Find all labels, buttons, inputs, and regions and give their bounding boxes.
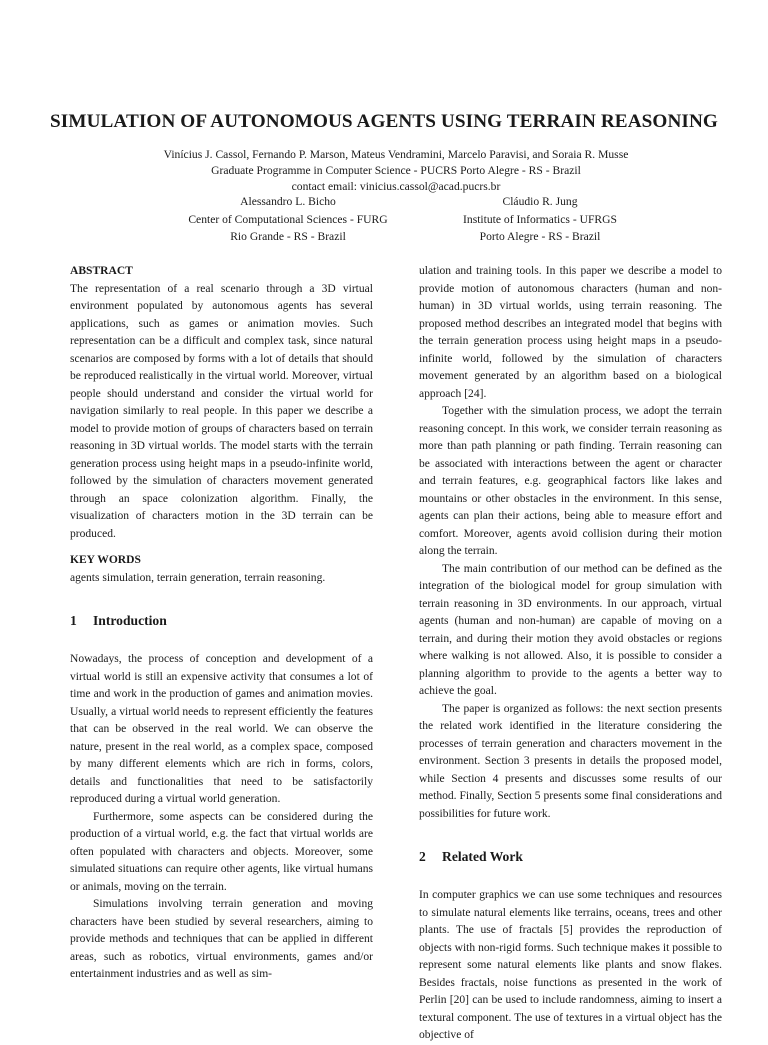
paragraph: The main contribution of our method can be defined as the integration of the biological model for group simulation with terrain reasoning in 3D environments. In our approach, virtual agents (human and non-human) are capable of moving on a terrain, and during their motion they avoid obstacles or regions where walking is not allowed. Also, it is possible to consider a planning algorithm to provide to the agents a better way to achieve the goal.	[419, 562, 722, 697]
abstract-text: The representation of a real scenario through a 3D virtual environment populated by autonomous agents has several applications, such as games or animation movies. Such representation can be a difficult and complex task, since natural scenarios are composed by forms with a lot of details that should be reproduced realistically in the virtual world. Moreover, virtual people should understand and consider the virtual world for navigation similarly to real people. In this paper we describe a model to provide motion of groups of characters based on terrain reasoning in 3D virtual worlds. The model starts with the terrain generation process using height maps in a pseudo-infinite world, followed by the simulation of characters movement generated through an space colonization algorithm. Finally, the visualization of characters motion in the 3D terrain can be produced.	[70, 282, 373, 540]
section-heading-introduction	[70, 612, 373, 630]
author-block-right	[430, 193, 650, 246]
keywords-text: agents simulation, terrain generation, terrain reasoning.	[70, 571, 326, 584]
section-number: 2	[419, 849, 426, 864]
authors-main: Vinícius J. Cassol, Fernando P. Marson, Mateus Vendramini, Marcelo Paravisi, and Soraia R. Musse	[163, 148, 629, 161]
author-right-name: Cláudio R. Jung	[502, 195, 578, 208]
section-heading-related-work	[419, 848, 722, 866]
paragraph: ulation and training tools. In this paper we describe a model to provide motion of autonomous characters (human and non-human) in 3D virtual worlds, using terrain reasoning. The proposed method describes an integrated model that begins with the terrain generation process using height maps in a pseudo-infinite world, followed by the simulation of characters movement generated by an algorithm based on a biological approach [24].	[419, 265, 722, 400]
contact-email: contact email: vinicius.cassol@acad.pucrs.br	[291, 180, 501, 193]
author-right-institution: Institute of Informatics - UFRGS	[463, 212, 617, 226]
paragraph: In computer graphics we can use some techniques and resources to simulate natural elements like terrains, oceans, trees and other plants. The use of fractals [5] provides the reproduction of objects with non-rigid forms. Such technique makes it possible to represent some natural elements like plants and snow flakes. Besides fractals, noise functions as presented in the work of Perlin [20] can be used to include randomness, aiming to insert a textural component. The use of textures in a virtual object has the objective of	[419, 889, 722, 1041]
keywords-heading: KEY WORDS	[70, 554, 141, 566]
paragraph: The paper is organized as follows: the next section presents the related work identified in the literature considering the processes of terrain generation and characters movement in the environment. Section 3 presents in details the proposed model, while Section 4 presents and discusses some results of our method. Finally, Section 5 presents some final considerations and possibilities for future work.	[419, 702, 722, 820]
paper-title: SIMULATION OF AUTONOMOUS AGENTS USING TERRAIN REASONING	[50, 111, 718, 132]
right-column	[419, 263, 722, 1045]
paragraph: Nowadays, the process of conception and development of a virtual world is still an expensive activity that consumes a lot of time and work in the production of games and animation movies. Usually, a virtual world needs to represent efficiently the features that can be observed in the real world. We can observe the nature, present in the real world, as a complex space, composed by many different elements which are rich in forms, colors, details and functionalities that need to be satisfactorily reproduced during a virtual world generation.	[70, 653, 373, 805]
left-column	[70, 263, 373, 984]
author-left-institution: Center of Computational Sciences - FURG	[188, 212, 388, 226]
paragraph: Furthermore, some aspects can be considered during the production of a virtual world, e.g. the fact that virtual worlds are often populated with characters and objects. Moreover, some simulated situations can require other agents, like virtual humans or animals, moving on the terrain.	[70, 810, 373, 893]
author-left-name: Alessandro L. Bicho	[240, 195, 336, 208]
author-right-location: Porto Alegre - RS - Brazil	[479, 230, 601, 243]
section-number: 1	[70, 613, 77, 628]
author-block-left	[168, 193, 408, 246]
affiliation-main: Graduate Programme in Computer Science - PUCRS Porto Alegre - RS - Brazil	[211, 164, 581, 177]
abstract-heading: ABSTRACT	[70, 265, 133, 277]
paragraph: Simulations involving terrain generation and moving characters have been studied by several researchers, aiming to provide methods and techniques that can be applied in different areas, such as robotics, virtual environments, games and/or entertainment industries and as well as sim-	[70, 898, 373, 980]
author-left-location: Rio Grande - RS - Brazil	[230, 230, 346, 243]
section-title: Related Work	[442, 849, 523, 864]
section-title: Introduction	[93, 613, 167, 628]
paragraph: Together with the simulation process, we adopt the terrain reasoning concept. In this work, we consider terrain reasoning as more than path planning or path finding. Terrain reasoning can be associated with interactions between the agent or character and terrain features, e.g. geographical factors like lakes and mountains or other obstacles in the environment. In this sense, agents can plan their actions, being able to measure effort and comfort. Moreover, agents avoid collision during their motion along the terrain.	[419, 405, 722, 557]
